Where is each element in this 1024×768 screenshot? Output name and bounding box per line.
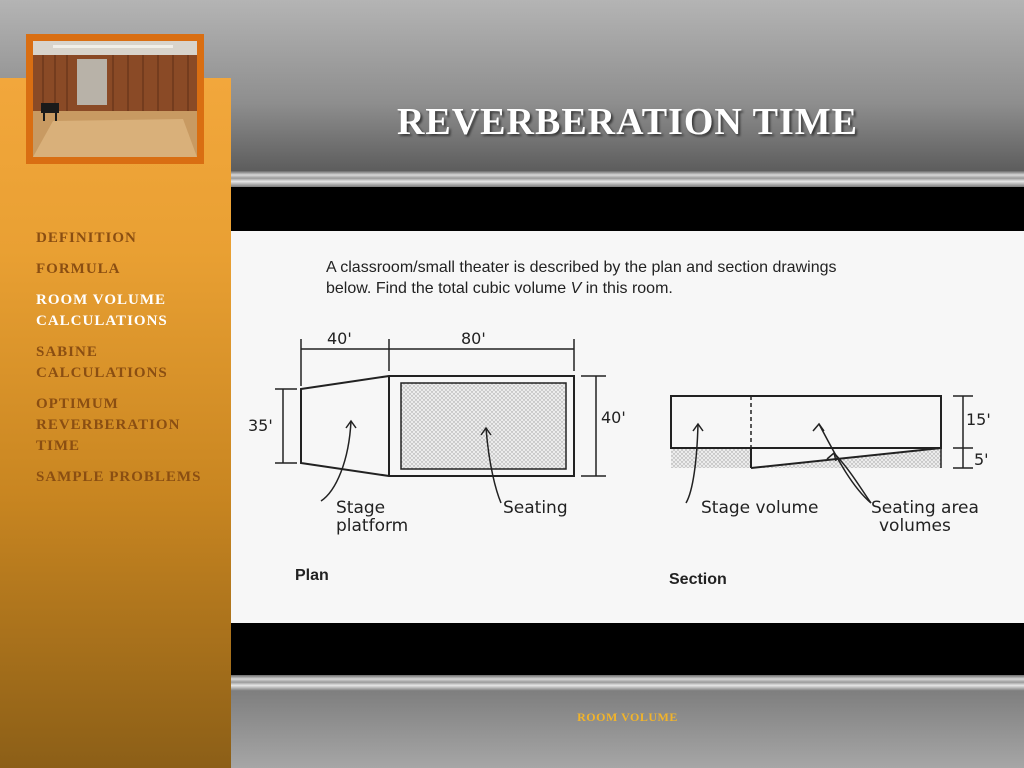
plan-dim-top-right: 80'	[461, 329, 486, 348]
drawings-svg	[231, 231, 1024, 623]
problem-line-2-start: below. Find the total cubic volume	[326, 280, 571, 297]
nav-item-sample-problems[interactable]: SAMPLE PROBLEMS	[36, 469, 202, 485]
plan-dim-left: 35'	[248, 416, 273, 435]
header-photo	[26, 34, 204, 164]
plan-label-seating: Seating	[503, 498, 568, 518]
section-dim-lower: 5'	[974, 450, 989, 469]
plan-caption: Plan	[295, 567, 329, 584]
slide-title: REVERBERATION TIME	[396, 101, 859, 143]
problem-figure	[231, 231, 1024, 623]
top-black-band	[231, 187, 1024, 231]
plan-drawing	[275, 339, 606, 503]
volume-variable: V	[570, 280, 582, 297]
nav-item-formula[interactable]: FORMULA	[36, 261, 121, 277]
section-caption: Section	[669, 571, 727, 588]
section-label-stage-volume: Stage volume	[701, 498, 819, 518]
problem-line-1: A classroom/small theater is described by the plan and section drawings	[326, 259, 837, 276]
nav-item-room-volume-calculations[interactable]: ROOM VOLUME CALCULATIONS	[36, 292, 168, 329]
nav-item-optimum-reverberation-time[interactable]: OPTIMUM REVERBERATION TIME	[36, 396, 181, 454]
plan-label-platform: platform	[336, 516, 409, 536]
plan-dim-top-left: 40'	[327, 329, 352, 348]
plan-label-stage: Stage	[336, 498, 386, 518]
section-dim-upper: 15'	[966, 410, 991, 429]
section-label-seating-area: Seating area	[871, 498, 979, 518]
sidebar-nav	[36, 228, 226, 498]
concert-hall-image	[33, 41, 197, 157]
slide-footer: ROOM VOLUME	[577, 710, 678, 724]
plan-dim-right: 40'	[601, 408, 626, 427]
section-label-volumes: volumes	[879, 516, 951, 536]
nav-item-definition[interactable]: DEFINITION	[36, 230, 137, 246]
nav-item-sabine-calculations[interactable]: SABINE CALCULATIONS	[36, 344, 168, 381]
top-divider	[231, 171, 1024, 187]
bottom-divider	[231, 675, 1024, 691]
bottom-black-band	[231, 623, 1024, 675]
section-drawing	[671, 396, 973, 503]
problem-line-2-end: in this room.	[581, 280, 673, 297]
